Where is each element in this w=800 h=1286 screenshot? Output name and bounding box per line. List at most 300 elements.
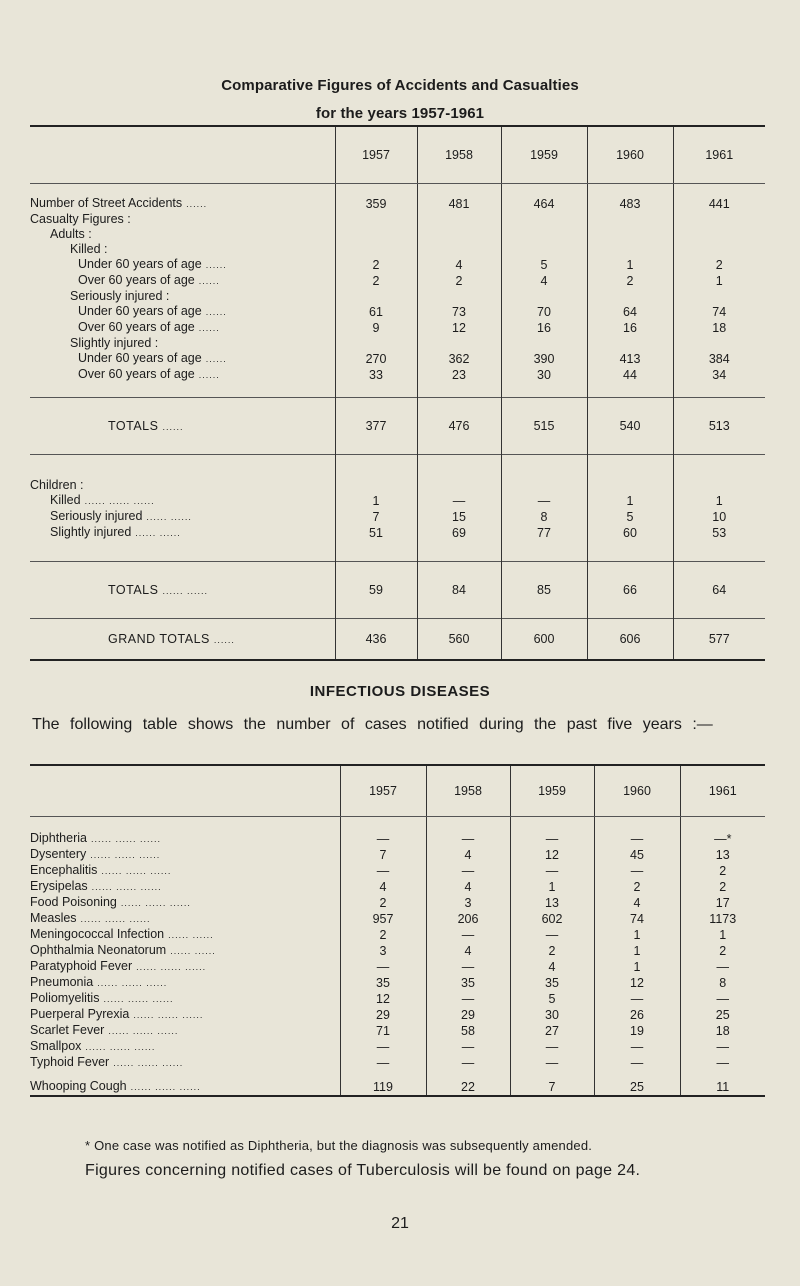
table-row	[30, 1023, 765, 1039]
disease-label-cell	[30, 959, 340, 975]
value-cell	[587, 336, 673, 351]
value-cell: 481	[417, 196, 501, 212]
spacer	[673, 455, 765, 494]
infectious-header-row	[30, 765, 765, 817]
value-cell	[501, 289, 587, 304]
spacer	[417, 184, 501, 197]
row-label: Number of Street Accidents	[30, 196, 183, 210]
table-row	[30, 525, 765, 541]
value-cell: —	[680, 959, 765, 975]
row-label-cell	[30, 367, 335, 383]
row-label: GRAND TOTALS	[108, 632, 210, 646]
children-heading: Children :	[30, 455, 335, 494]
value-cell: 1	[335, 493, 417, 509]
value-cell: 270	[335, 351, 417, 367]
value-cell	[587, 212, 673, 227]
leader-dots: ...... ...... ......	[120, 898, 191, 908]
value-cell: 71	[340, 1023, 426, 1039]
value-cell: 359	[335, 196, 417, 212]
value-cell: 560	[417, 619, 501, 661]
row-label: Smallpox	[30, 1039, 82, 1053]
disease-label-cell	[30, 1071, 340, 1096]
table-row	[30, 1039, 765, 1055]
row-label-cell	[30, 289, 335, 304]
table-row	[30, 991, 765, 1007]
value-cell	[673, 336, 765, 351]
header-blank	[30, 765, 340, 817]
value-cell: 12	[340, 991, 426, 1007]
leader-dots: ......	[198, 276, 220, 286]
leader-dots: ......	[162, 422, 184, 432]
table-row	[30, 1007, 765, 1023]
value-cell: —	[340, 863, 426, 879]
leader-dots: ...... ......	[146, 512, 192, 522]
spacer	[417, 541, 501, 562]
value-cell: 69	[417, 525, 501, 541]
value-cell: 390	[501, 351, 587, 367]
value-cell: 1	[510, 879, 594, 895]
value-cell: 12	[417, 320, 501, 336]
value-cell: 377	[335, 398, 417, 455]
table-row	[30, 320, 765, 336]
leader-dots: ...... ...... ......	[133, 1010, 204, 1020]
leader-dots: ...... ...... ......	[108, 1026, 179, 1036]
spacer-row	[30, 541, 765, 562]
value-cell	[673, 289, 765, 304]
value-cell: 515	[501, 398, 587, 455]
year-header: 1961	[673, 126, 765, 184]
table-row	[30, 273, 765, 289]
value-cell: 85	[501, 562, 587, 619]
row-label-cell	[30, 196, 335, 212]
value-cell: 25	[594, 1071, 680, 1096]
leader-dots: ...... ...... ......	[91, 882, 162, 892]
value-cell: 3	[340, 943, 426, 959]
year-header: 1958	[417, 126, 501, 184]
value-cell: 64	[587, 304, 673, 320]
leader-dots: ...... ...... ......	[103, 994, 174, 1004]
spacer	[335, 541, 417, 562]
row-label: Erysipelas	[30, 879, 88, 893]
value-cell: —	[426, 863, 510, 879]
value-cell: 60	[587, 525, 673, 541]
accidents-subtitle: for the years 1957-1961	[315, 105, 485, 122]
table-row	[30, 975, 765, 991]
spacer	[501, 455, 587, 494]
value-cell	[417, 227, 501, 242]
value-cell: 73	[417, 304, 501, 320]
row-label: Meningococcal Infection	[30, 927, 165, 941]
year-header: 1959	[501, 126, 587, 184]
value-cell: 413	[587, 351, 673, 367]
value-cell: 11	[680, 1071, 765, 1096]
spacer	[587, 383, 673, 398]
leader-dots: ......	[213, 635, 235, 645]
year-header: 1957	[335, 126, 417, 184]
value-cell: 4	[417, 257, 501, 273]
value-cell: 4	[426, 943, 510, 959]
disease-label-cell	[30, 895, 340, 911]
table-row	[30, 304, 765, 320]
value-cell: 4	[426, 847, 510, 863]
year-header: 1959	[510, 765, 594, 817]
value-cell: 2	[680, 879, 765, 895]
spacer	[335, 383, 417, 398]
leader-dots: ...... ......	[168, 930, 214, 940]
spacer	[417, 383, 501, 398]
value-cell: 35	[426, 975, 510, 991]
value-cell: 441	[673, 196, 765, 212]
table-row	[30, 227, 765, 242]
spacer	[587, 184, 673, 197]
value-cell: 2	[680, 863, 765, 879]
value-cell: —	[426, 927, 510, 943]
value-cell: —	[426, 817, 510, 848]
row-label-cell	[30, 227, 335, 242]
row-label: Dysentery	[30, 847, 87, 861]
leader-dots: ...... ...... ......	[101, 866, 172, 876]
spacer-row	[30, 184, 765, 197]
value-cell: 25	[680, 1007, 765, 1023]
disease-label-cell	[30, 1007, 340, 1023]
row-label-cell	[30, 304, 335, 320]
spacer	[30, 541, 335, 562]
value-cell: —	[426, 1039, 510, 1055]
value-cell: 34	[673, 367, 765, 383]
disease-label-cell	[30, 1023, 340, 1039]
row-label: Over 60 years of age	[78, 320, 195, 334]
spacer	[417, 455, 501, 494]
value-cell: 18	[673, 320, 765, 336]
value-cell: 384	[673, 351, 765, 367]
value-cell: —	[417, 493, 501, 509]
value-cell: 26	[594, 1007, 680, 1023]
row-label: Seriously injured :	[70, 289, 170, 303]
value-cell	[335, 212, 417, 227]
row-label: Under 60 years of age	[78, 304, 202, 318]
value-cell	[587, 227, 673, 242]
value-cell: 18	[680, 1023, 765, 1039]
disease-label-cell	[30, 927, 340, 943]
accidents-header-row	[30, 126, 765, 184]
table-row	[30, 927, 765, 943]
value-cell	[417, 242, 501, 257]
value-cell: 35	[340, 975, 426, 991]
value-cell: 577	[673, 619, 765, 661]
value-cell: 606	[587, 619, 673, 661]
table-row	[30, 367, 765, 383]
value-cell: 29	[340, 1007, 426, 1023]
tuberculosis-note: Figures concerning notified cases of Tuberculosis will be found on page 24.	[85, 1162, 641, 1179]
value-cell: 66	[587, 562, 673, 619]
adult-totals-row	[30, 398, 765, 455]
leader-dots: ...... ...... ......	[136, 962, 207, 972]
leader-dots: ......	[198, 370, 220, 380]
value-cell	[335, 227, 417, 242]
year-header: 1960	[587, 126, 673, 184]
spacer	[501, 383, 587, 398]
value-cell: 4	[510, 959, 594, 975]
table-row	[30, 879, 765, 895]
leader-dots: ......	[205, 307, 227, 317]
children-heading-row	[30, 455, 765, 494]
value-cell: 5	[587, 509, 673, 525]
disease-label-cell	[30, 975, 340, 991]
leader-dots: ...... ...... ......	[97, 978, 168, 988]
value-cell: 464	[501, 196, 587, 212]
value-cell: —	[340, 817, 426, 848]
value-cell	[417, 289, 501, 304]
row-label-cell	[30, 525, 335, 541]
row-label-cell	[30, 212, 335, 227]
value-cell: 3	[426, 895, 510, 911]
header-blank	[30, 126, 335, 184]
table-row	[30, 847, 765, 863]
value-cell: 1	[594, 943, 680, 959]
value-cell: 1	[594, 927, 680, 943]
table-row	[30, 943, 765, 959]
leader-dots: ...... ...... ......	[85, 1042, 156, 1052]
value-cell: 1	[673, 493, 765, 509]
table-row	[30, 1071, 765, 1096]
value-cell: 2	[510, 943, 594, 959]
totals-label-cell	[30, 619, 335, 661]
value-cell: 12	[594, 975, 680, 991]
value-cell: 8	[680, 975, 765, 991]
value-cell: 1	[587, 257, 673, 273]
value-cell: 15	[417, 509, 501, 525]
value-cell: 13	[510, 895, 594, 911]
row-label: Under 60 years of age	[78, 257, 202, 271]
leader-dots: ...... ......	[162, 586, 208, 596]
value-cell: 10	[673, 509, 765, 525]
row-label: TOTALS	[108, 583, 159, 597]
table-row	[30, 351, 765, 367]
leader-dots: ......	[186, 199, 208, 209]
value-cell	[587, 242, 673, 257]
value-cell: 12	[510, 847, 594, 863]
leader-dots: ...... ...... ......	[84, 496, 155, 506]
value-cell: 602	[510, 911, 594, 927]
infectious-diseases-table	[30, 764, 765, 1097]
row-label-cell	[30, 242, 335, 257]
value-cell: 22	[426, 1071, 510, 1096]
spacer	[673, 184, 765, 197]
value-cell: 30	[510, 1007, 594, 1023]
value-cell: 30	[501, 367, 587, 383]
value-cell: 9	[335, 320, 417, 336]
spacer-row	[30, 383, 765, 398]
value-cell: —*	[680, 817, 765, 848]
value-cell: 2	[340, 895, 426, 911]
row-label: TOTALS	[108, 419, 159, 433]
value-cell: —	[594, 817, 680, 848]
spacer	[30, 383, 335, 398]
value-cell: 483	[587, 196, 673, 212]
row-label: Scarlet Fever	[30, 1023, 105, 1037]
value-cell: —	[510, 817, 594, 848]
row-label-cell	[30, 257, 335, 273]
value-cell: 7	[510, 1071, 594, 1096]
row-label-cell	[30, 320, 335, 336]
disease-label-cell	[30, 863, 340, 879]
value-cell: —	[426, 1055, 510, 1071]
table-row	[30, 911, 765, 927]
value-cell: 19	[594, 1023, 680, 1039]
value-cell	[335, 336, 417, 351]
value-cell: 33	[335, 367, 417, 383]
row-label: Killed	[50, 493, 81, 507]
spacer	[30, 184, 335, 197]
value-cell: 58	[426, 1023, 510, 1039]
footnote: * One case was notified as Diphtheria, but the diagnosis was subsequently amended.	[85, 1138, 593, 1153]
leader-dots: ...... ......	[135, 528, 181, 538]
value-cell	[673, 212, 765, 227]
row-label: Adults :	[50, 227, 92, 241]
infectious-intro: The following table shows the number of cases notified during the past five years :—	[32, 716, 713, 733]
value-cell	[335, 242, 417, 257]
year-header: 1957	[340, 765, 426, 817]
value-cell: 51	[335, 525, 417, 541]
value-cell: —	[680, 1055, 765, 1071]
value-cell: 23	[417, 367, 501, 383]
value-cell: 513	[673, 398, 765, 455]
value-cell: 2	[587, 273, 673, 289]
children-totals-row	[30, 562, 765, 619]
value-cell: 2	[417, 273, 501, 289]
value-cell: 16	[587, 320, 673, 336]
table-row	[30, 817, 765, 848]
value-cell: —	[340, 1039, 426, 1055]
table-row	[30, 212, 765, 227]
value-cell: —	[594, 1039, 680, 1055]
value-cell: 4	[340, 879, 426, 895]
table-row	[30, 863, 765, 879]
accidents-title: Comparative Figures of Accidents and Casualties	[221, 77, 579, 94]
grand-totals-row	[30, 619, 765, 661]
value-cell: —	[594, 863, 680, 879]
page-number: 21	[391, 1215, 409, 1232]
value-cell	[501, 242, 587, 257]
value-cell	[501, 336, 587, 351]
leader-dots: ......	[205, 260, 227, 270]
row-label: Seriously injured	[50, 509, 143, 523]
row-label-cell	[30, 493, 335, 509]
value-cell: 2	[673, 257, 765, 273]
leader-dots: ...... ...... ......	[80, 914, 151, 924]
disease-label-cell	[30, 879, 340, 895]
value-cell: 4	[594, 895, 680, 911]
value-cell: 119	[340, 1071, 426, 1096]
value-cell: 600	[501, 619, 587, 661]
value-cell: —	[340, 1055, 426, 1071]
value-cell: —	[594, 991, 680, 1007]
table-row	[30, 289, 765, 304]
value-cell: 436	[335, 619, 417, 661]
row-label: Pneumonia	[30, 975, 94, 989]
value-cell: 2	[680, 943, 765, 959]
value-cell: 1	[680, 927, 765, 943]
value-cell: 4	[501, 273, 587, 289]
value-cell: 27	[510, 1023, 594, 1039]
year-header: 1958	[426, 765, 510, 817]
row-label: Slightly injured :	[70, 336, 159, 350]
row-label: Encephalitis	[30, 863, 98, 877]
value-cell: 74	[673, 304, 765, 320]
spacer	[587, 541, 673, 562]
table-row	[30, 336, 765, 351]
leader-dots: ...... ...... ......	[130, 1082, 201, 1092]
row-label-cell	[30, 273, 335, 289]
row-label: Over 60 years of age	[78, 273, 195, 287]
spacer	[673, 541, 765, 562]
value-cell: 17	[680, 895, 765, 911]
value-cell	[335, 289, 417, 304]
disease-label-cell	[30, 847, 340, 863]
value-cell: 29	[426, 1007, 510, 1023]
value-cell: 5	[510, 991, 594, 1007]
disease-label-cell	[30, 1039, 340, 1055]
value-cell: 4	[426, 879, 510, 895]
disease-label-cell	[30, 943, 340, 959]
value-cell	[417, 336, 501, 351]
value-cell: 1173	[680, 911, 765, 927]
table-row	[30, 242, 765, 257]
value-cell: —	[510, 863, 594, 879]
row-label: Puerperal Pyrexia	[30, 1007, 130, 1021]
value-cell: 84	[417, 562, 501, 619]
leader-dots: ...... ...... ......	[90, 850, 161, 860]
spacer	[501, 184, 587, 197]
row-label-cell	[30, 351, 335, 367]
value-cell: 540	[587, 398, 673, 455]
row-label: Over 60 years of age	[78, 367, 195, 381]
value-cell: 1	[587, 493, 673, 509]
row-label: Food Poisoning	[30, 895, 117, 909]
row-label: Whooping Cough	[30, 1079, 127, 1093]
value-cell: 2	[340, 927, 426, 943]
spacer	[587, 455, 673, 494]
value-cell: 70	[501, 304, 587, 320]
value-cell: 53	[673, 525, 765, 541]
totals-label-cell	[30, 562, 335, 619]
value-cell: —	[680, 1039, 765, 1055]
spacer	[673, 383, 765, 398]
value-cell: —	[340, 959, 426, 975]
spacer	[335, 184, 417, 197]
row-label: Measles	[30, 911, 77, 925]
value-cell: 13	[680, 847, 765, 863]
row-label: Casualty Figures :	[30, 212, 131, 226]
year-header: 1961	[680, 765, 765, 817]
value-cell: 2	[594, 879, 680, 895]
row-label-cell	[30, 509, 335, 525]
value-cell	[673, 242, 765, 257]
leader-dots: ......	[198, 323, 220, 333]
spacer	[335, 455, 417, 494]
value-cell	[673, 227, 765, 242]
value-cell: 74	[594, 911, 680, 927]
value-cell: 5	[501, 257, 587, 273]
table-row	[30, 1055, 765, 1071]
value-cell: 2	[335, 257, 417, 273]
value-cell	[501, 212, 587, 227]
value-cell: 957	[340, 911, 426, 927]
row-label: Slightly injured	[50, 525, 132, 539]
value-cell: 35	[510, 975, 594, 991]
value-cell	[587, 289, 673, 304]
value-cell: —	[426, 991, 510, 1007]
